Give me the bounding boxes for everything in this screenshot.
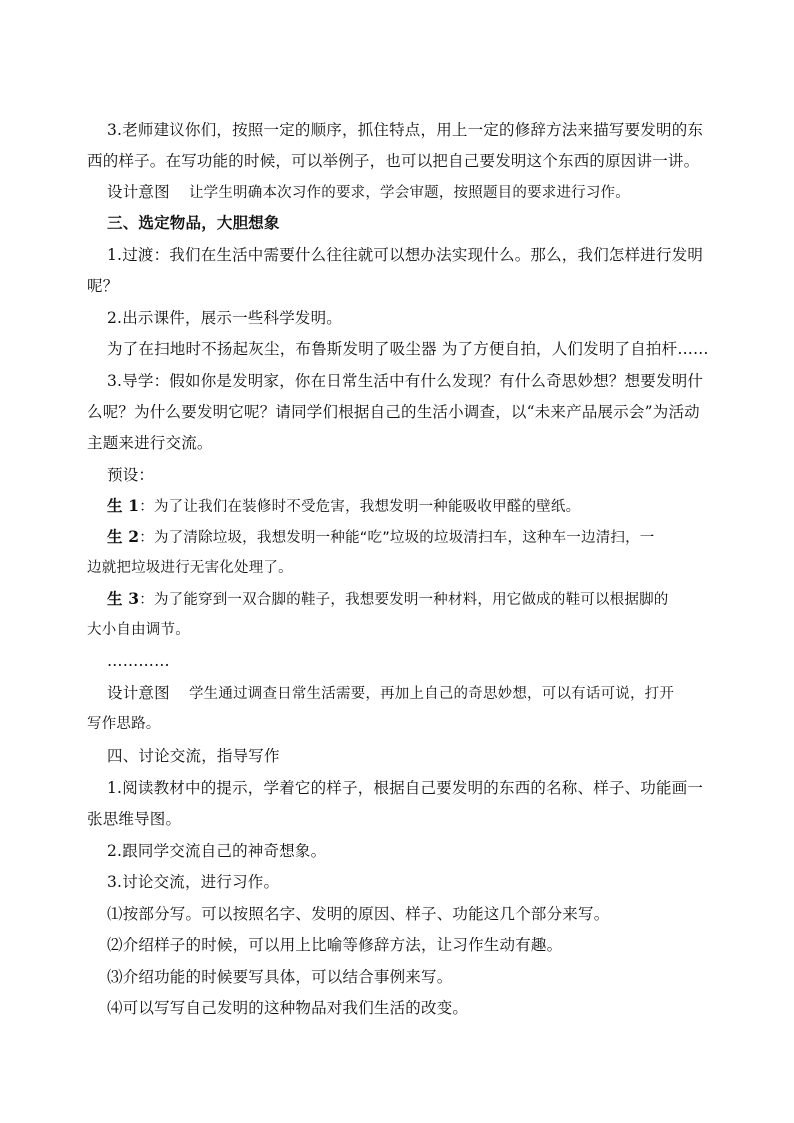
s3-item3-line2: 么呢？为什么要发明它呢？请同学们根据自己的生活小调查，以“未来产品展示会”为活动 xyxy=(87,403,700,421)
student2-line2: 边就把垃圾进行无害化处理了。 xyxy=(87,560,293,576)
student3-line2: 大小自由调节。 xyxy=(87,622,190,638)
s3-item1-line2: 呢？ xyxy=(87,277,119,295)
item3-line2: 西的样子。在写功能的时候，可以举例子，也可以把自己要发明这个东西的原因讲一讲。 xyxy=(87,152,700,170)
student2-text1: ：为了清除垃圾，我想发明一种能“吃”垃圾的垃圾清扫车，这种车一边清扫，一 xyxy=(139,530,655,546)
student1-text: ：为了让我们在装修时不受危害，我想发明一种能吸收甲醛的壁纸。 xyxy=(139,499,581,515)
item3-line1: 3.老师建议你们，按照一定的顺序，抓住特点，用上一定的修辞方法来描写要发明的东 xyxy=(107,121,704,139)
design-intent-2 xyxy=(107,682,674,705)
s4-item1-line2: 张思维导图。 xyxy=(87,810,182,828)
s4-item2: 2.跟同学交流自己的神奇想象。 xyxy=(107,842,327,860)
student2-label: 生 2 xyxy=(107,527,140,546)
student2-line1 xyxy=(107,526,655,549)
s4-sub3: ⑶介绍功能的时候要写具体，可以结合事例来写。 xyxy=(107,968,453,986)
student3-line1 xyxy=(107,588,668,611)
s4-sub2: ⑵介绍样子的时候，可以用上比喻等修辞方法，让习作生动有趣。 xyxy=(107,936,563,954)
design-intent-label: 设计意图 xyxy=(107,183,170,201)
design-intent-2-label: 设计意图 xyxy=(107,684,170,702)
student3-text1: ：为了能穿到一双合脚的鞋子，我想要发明一种材料，用它做成的鞋可以根据脚的 xyxy=(139,592,669,608)
ellipsis: ………… xyxy=(107,652,170,670)
student1 xyxy=(107,495,580,518)
s3-item3-line1: 3.导学：假如你是发明家，你在日常生活中有什么发现？有什么奇思妙想？想要发明什 xyxy=(107,372,704,390)
s4-sub4: ⑷可以写写自己发明的这种物品对我们生活的改变。 xyxy=(107,999,469,1017)
s3-item3-line3: 主题来进行交流。 xyxy=(87,434,213,452)
s3-item2: 2.出示课件，展示一些科学发明。 xyxy=(107,309,342,327)
student1-label: 生 1 xyxy=(107,496,140,515)
s3-item1-line1: 1.过渡：我们在生活中需要什么往往就可以想办法实现什么。那么，我们怎样进行发明 xyxy=(107,246,704,264)
s4-item1-line1: 1.阅读教材中的提示，学着它的样子，根据自己要发明的东西的名称、样子、功能画一 xyxy=(107,779,704,797)
s4-item3: 3.讨论交流，进行习作。 xyxy=(107,873,280,891)
design-intent-text: 让学生明确本次习作的要求，学会审题，按照题目的要求进行习作。 xyxy=(188,185,630,201)
design-intent-1 xyxy=(107,181,630,204)
s3-examples: 为了在扫地时不扬起灰尘，布鲁斯发明了吸尘器 为了方便自拍，人们发明了自拍杆…… xyxy=(107,340,709,358)
design-intent-2-line2: 写作思路。 xyxy=(87,716,161,732)
preset-label: 预设： xyxy=(107,466,155,484)
design-intent-2-text: 学生通过调查日常生活需要，再加上自己的奇思妙想，可以有话可说，打开 xyxy=(188,686,675,702)
student3-label: 生 3 xyxy=(107,589,140,608)
section3-heading: 三、选定物品，大胆想象 xyxy=(107,213,280,232)
section4-heading: 四、讨论交流，指导写作 xyxy=(107,747,280,765)
s4-sub1: ⑴按部分写。可以按照名字、发明的原因、样子、功能这几个部分来写。 xyxy=(107,905,610,923)
